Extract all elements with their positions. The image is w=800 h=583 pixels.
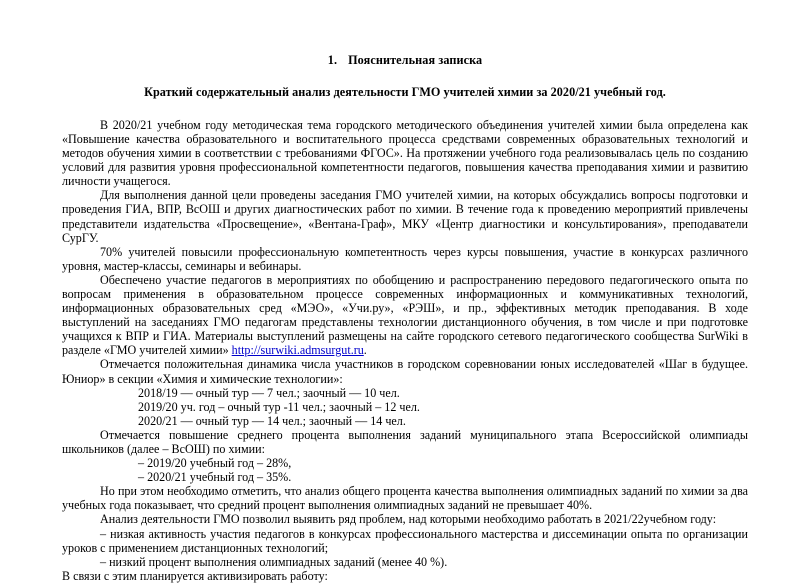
- page-subtitle: Краткий содержательный анализ деятельности ГМО учителей химии за 2020/21 учебный год.: [144, 85, 666, 100]
- problem-item-low-activity: – низкая активность участия педагогов в конкурсах профессионального мастерства и диссеминации опыта по организации уроков с применением дистанционных технологий;: [62, 526, 748, 555]
- paragraph-link-before-text: Обеспечено участие педагогов в мероприятиях по обобщению и распространению передового педагогического опыта по вопросам применения в образовательном процессе современных информационных и коммуникативных технологий, информационных образовательных сред «МЭО», «Учи.ру», «РЭШ», и пр., эффективных методик преподавания. В ходе выступлений на заседаниях ГМО педагогам представлены технологии дистанционного обучения, в том числе и при подготовке учащихся к ВПР и ГИА. Материалы выступлений размещены на сайте городского сетевого педагогического сообщества SurWiki в разделе «ГМО учителей химии»: [62, 272, 748, 358]
- problem-item-low-percentage: – низкий процент выполнения олимпиадных заданий (менее 40 %).: [100, 554, 448, 569]
- olympiad-item-2020-21: – 2020/21 учебный год – 35%.: [138, 470, 292, 485]
- paragraph-quality-note: Но при этом необходимо отметить, что анализ общего процента качества выполнения олимпиадных заданий по химии за два учебных года показывает, что средний процент выполнения олимпиадных заданий не превышает 40%.: [62, 484, 748, 513]
- paragraph-problems-intro: Анализ деятельности ГМО позволил выявить ряд проблем, над которыми необходимо работать в 2021/22учебном году:: [100, 512, 717, 527]
- surwiki-link[interactable]: http://surwiki.admsurgut.ru: [231, 343, 364, 358]
- heading-number-label: 1.: [327, 53, 338, 67]
- paragraph-closing: В связи с этим планируется активизировать работу:: [62, 568, 328, 583]
- paragraph-dynamics-intro: Отмечается положительная динамика числа участников в городском соревновании юных исследователей «Шаг в будущее. Юниор» в секции «Химия и химические технологии»:: [62, 357, 748, 386]
- dynamics-item-2020-21: 2020/21 — очный тур — 14 чел.; заочный — 14 чел.: [138, 413, 406, 428]
- paragraph-meetings: Для выполнения данной цели проведены заседания ГМО учителей химии, на которых обсуждались вопросы подготовки и проведения ГИА, ВПР, ВсОШ и других диагностических работ по химии. В течение года к проведению мероприятий привлечены представители издательства «Просвещение», «Вентана-Граф», МКУ «Центр диагностики и консультирования», преподаватели СурГУ.: [62, 188, 748, 245]
- page-heading-number: [62, 36, 748, 67]
- paragraph-experience-sharing: [62, 273, 748, 358]
- dynamics-item-2019-20: 2019/20 уч. год – очный тур -11 чел.; заочный – 12 чел.: [138, 399, 420, 414]
- dynamics-item-2018-19: 2018/19 — очный тур — 7 чел.; заочный — 10 чел.: [138, 385, 400, 400]
- olympiad-item-2019-20: – 2019/20 учебный год – 28%,: [138, 456, 292, 471]
- paragraph-link-after-text: .: [363, 343, 367, 358]
- paragraph-methodical-theme: В 2020/21 учебном году методическая тема городского методического объединения учителей химии была определена как «Повышение качества образовательного и воспитательного процесса средствами современных образовательных технологий и методов обучения химии в соответствии с требованиями ФГОС». На протяжении учебного года реализовывалась цель по созданию условий для развития уровня профессиональной компетентности педагогов, повышения качества преподавания химии и развитию личности учащегося.: [62, 117, 748, 189]
- document-body: [62, 104, 748, 583]
- paragraph-olympiad-intro: Отмечается повышение среднего процента выполнения заданий муниципального этапа Всероссийской олимпиады школьников (далее – ВсОШ) по химии:: [62, 427, 748, 456]
- paragraph-competence: 70% учителей повысили профессиональную компетентность через курсы повышения, участие в конкурсах различного уровня, мастер-классы, семинары и вебинары.: [62, 244, 748, 273]
- heading-title-label: Пояснительная записка: [348, 53, 483, 67]
